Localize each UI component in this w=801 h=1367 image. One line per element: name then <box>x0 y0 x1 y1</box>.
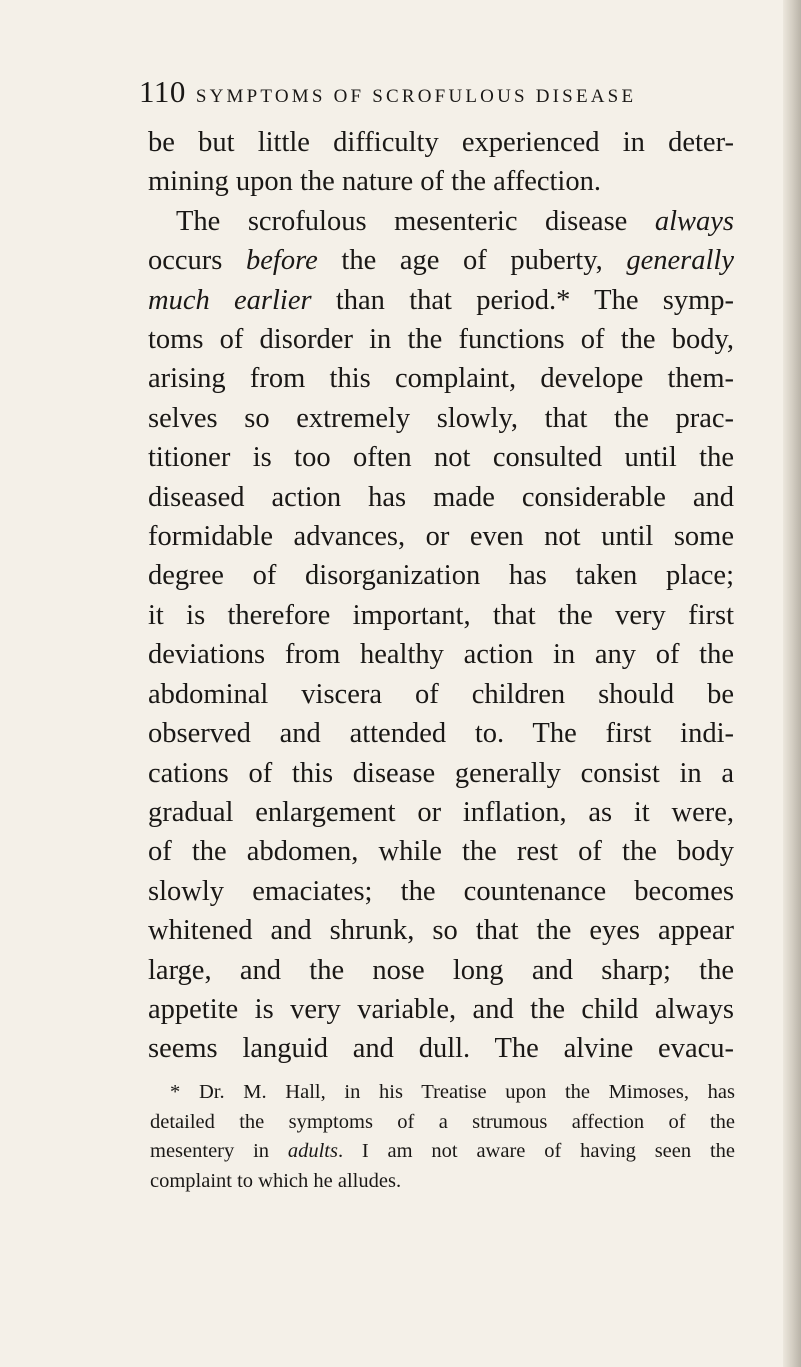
text-line: be but little difficulty experienced in deter- <box>148 127 734 158</box>
footnote <box>150 1078 735 1196</box>
text-line: whitened and shrunk, so that the eyes appear <box>148 915 734 947</box>
text-line: abdominal viscera of children should be <box>148 678 734 710</box>
footnote-line: complaint to which he alludes. <box>150 1169 402 1192</box>
text-line: it is therefore important, that the very first <box>148 599 734 631</box>
text-line: formidable advances, or even not until some <box>148 521 734 553</box>
footnote-line: detailed the symptoms of a strumous affection of the <box>150 1110 735 1133</box>
italic-text: before <box>246 245 318 277</box>
text-line: gradual enlargement or inflation, as it were, <box>148 796 734 828</box>
page-number: 110 <box>139 74 186 109</box>
footnote-line: mesentery in adults. I am not aware of having seen the <box>150 1140 735 1163</box>
text-line: toms of disorder in the functions of the body, <box>148 324 734 356</box>
running-head: SYMPTOMS OF SCROFULOUS DISEASE <box>195 86 637 107</box>
footnote-line: * Dr. M. Hall, in his Treatise upon the Mimoses, has <box>170 1081 735 1103</box>
italic-text: generally <box>626 245 734 277</box>
text-line: large, and the nose long and sharp; the <box>148 954 734 986</box>
text-line: mining upon the nature of the affection. <box>148 166 601 198</box>
text-line: degree of disorganization has taken place; <box>148 560 734 592</box>
page-edge-shadow <box>783 0 801 1367</box>
text-line: cations of this disease generally consist in a <box>148 757 734 789</box>
text-line: seems languid and dull. The alvine evacu- <box>148 1033 734 1065</box>
text-line: diseased action has made considerable and <box>148 481 734 513</box>
italic-text: adults <box>287 1140 338 1163</box>
text-line: deviations from healthy action in any of the <box>148 639 734 671</box>
text-line: selves so extremely slowly, that the prac- <box>148 402 734 434</box>
text-line: occurs before the age of puberty, generally <box>148 245 734 277</box>
text-line: of the abdomen, while the rest of the body <box>148 836 734 868</box>
text-line: appetite is very variable, and the child always <box>148 993 734 1025</box>
text-line: titioner is too often not consulted until the <box>148 442 734 474</box>
italic-text: much earlier <box>148 284 312 316</box>
text-line: observed and attended to. The first indi- <box>148 718 734 750</box>
page-header <box>139 74 719 114</box>
text-line: much earlier than that period.* The symp- <box>148 284 734 316</box>
body-text <box>148 123 734 1069</box>
text-line: The scrofulous mesenteric disease always <box>176 205 734 237</box>
italic-text: always <box>654 205 734 237</box>
text-line: arising from this complaint, develope them- <box>148 363 734 395</box>
text-line: slowly emaciates; the countenance becomes <box>148 875 734 907</box>
